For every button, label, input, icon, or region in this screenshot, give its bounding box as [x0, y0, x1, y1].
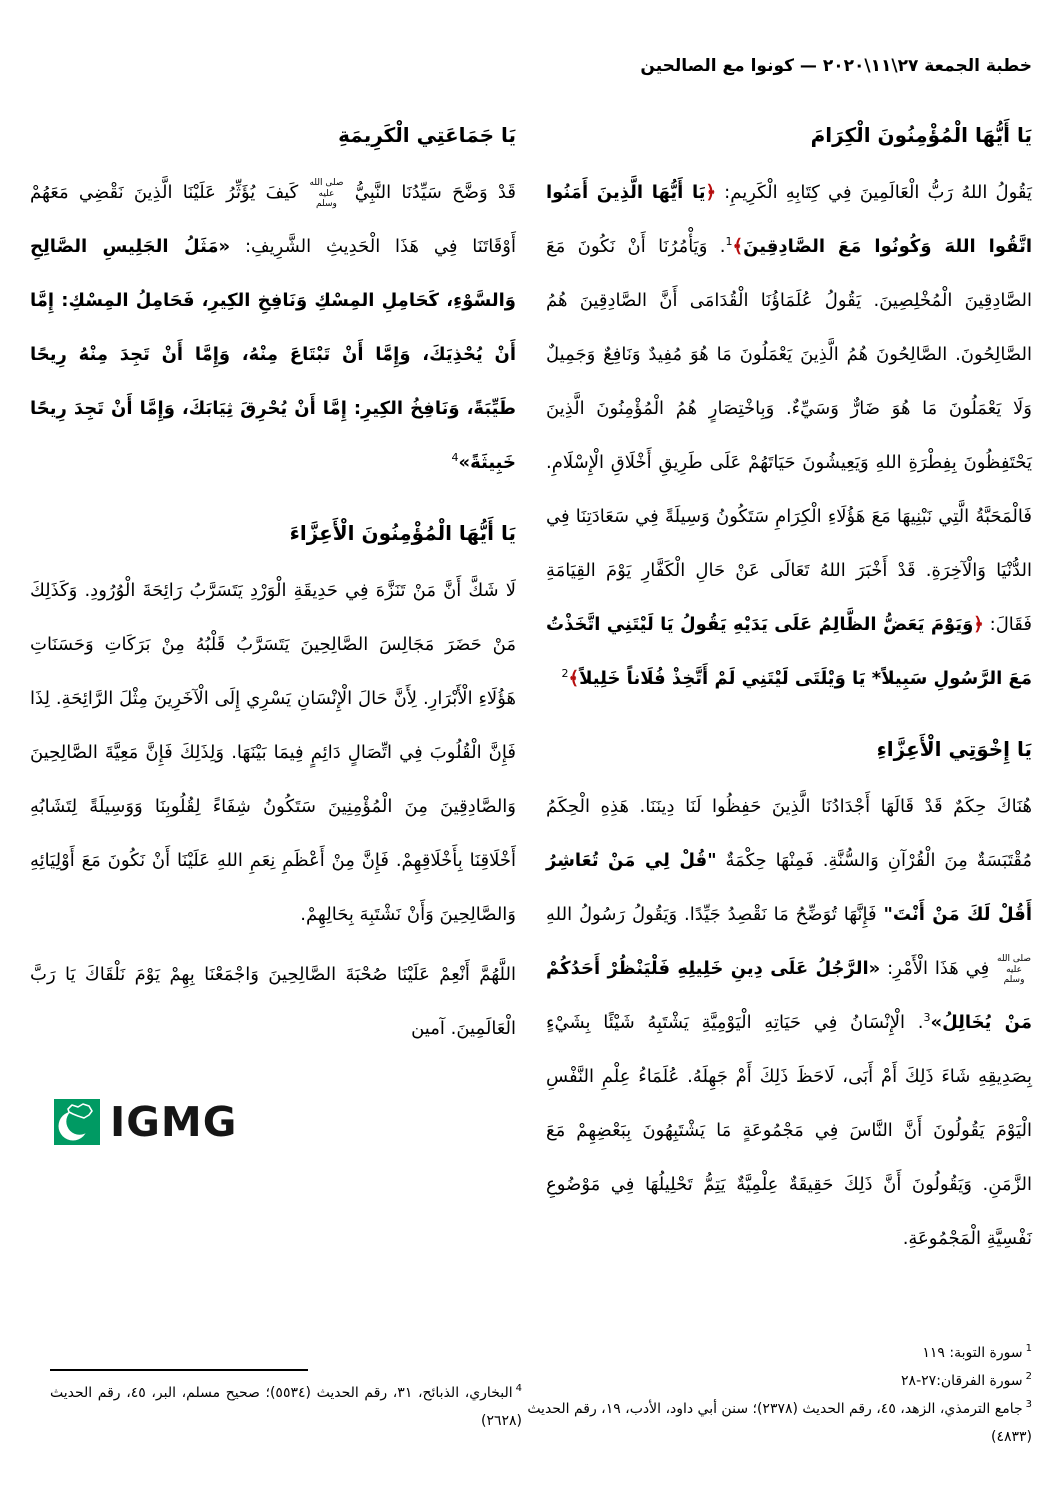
hadith-quote: «مَثَلُ الجَلِيسِ الصَّالِحِ وَالسَّوْءِ، كَحَامِلِ المِسْكِ وَنَافِخِ الكِيرِ، فَحَامِلُ المِسْكِ: إِمَّا أَنْ يُحْذِيَكَ، وَإِمَّا أَنْ تَبْتَاعَ مِنْهُ، وَإِمَّا أَنْ تَجِدَ مِنْهُ رِيحًا طَيِّبَةً، وَنَافِخُ الكِيرِ: إِمَّا أَنْ يُحْرِقَ ثِيَابَكَ، وَإِمَّا أَنْ تَجِدَ رِيحًا خَبِيثَةً»: [30, 236, 516, 473]
footnote-text: سورة الفرقان:٢٧-٢٨: [901, 1373, 1023, 1389]
crescent-europe-map-icon: [54, 1099, 100, 1145]
body-text: . الْإِنْسَانُ فِي حَيَاتِهِ الْيَوْمِيَّةِ يَشْتَبِهُ شَيْئًا بِشَيْءٍ بِصَدِيقِهِ شَاءَ ذَلِكَ أَمْ أَبَى، لَاحَظَ ذَلِكَ أَمْ جَهِلَهُ. عُلَمَاءُ عِلْمِ النَّفْسِ الْيَوْمَ يَقُولُونَ أَنَّ النَّاسَ فِي مَجْمُوعَةٍ مَا يَشْتَبِهُونَ بِبَعْضِهِمْ مَعَ الزَّمَنِ. وَيَقُولُونَ أَنَّ ذَلِكَ حَقِيقَةٌ عِلْمِيَّةٌ يَتِمُّ تَحْلِيلُهَا فِي مَوْضُوعِ نَفْسِيَّةِ الْمَجْمُوعَةِ.: [546, 1012, 1032, 1249]
footnote-separator-rule: [50, 1369, 308, 1371]
text-columns: [30, 118, 1032, 1272]
quran-open-ornament: ﴿: [705, 182, 717, 203]
column-right: [546, 118, 1032, 1272]
quran-verse: وَيَوْمَ يَعَضُّ الظَّالِمُ عَلَى يَدَيْهِ يَقُولُ يَا لَيْتَنِي اتَّخَذْتُ مَعَ الرَّسُولِ سَبِيلاً* يَا وَيْلَتَى لَيْتَنِي لَمْ أَتَّخِذْ فُلَاناً خَلِيلاً: [546, 614, 1032, 689]
footnote-number: 2: [1025, 1371, 1032, 1383]
footnote-ref-1: 1: [725, 235, 733, 248]
footnote: [50, 1379, 522, 1435]
igmg-wordmark: IGMG: [110, 1098, 238, 1146]
footnote-number: 3: [1025, 1399, 1032, 1411]
section-heading-dear-believers: يَا أَيُّهَا الْمُؤْمِنُونَ الْأَعِزَّاءَ: [289, 521, 516, 545]
body-text: فِي هَذَا الْأَمْرِ:: [880, 958, 997, 979]
paragraph-closing-prayer: [30, 948, 516, 1056]
paragraph-quran-sadiqin: [546, 166, 1032, 706]
footnotes-right: [527, 1339, 1032, 1451]
footnote-text: جامع الترمذي، الزهد، ٤٥، رقم الحديث (٢٣٧٨)؛ سنن أبي داود، الأدب، ١٩، رقم الحديث (٤٨٣٣): [527, 1401, 1032, 1445]
document-header: [30, 56, 1032, 76]
footnotes-left: [50, 1369, 522, 1435]
logo-row: [30, 1098, 516, 1149]
footnote-number: 1: [1025, 1343, 1032, 1355]
section-heading-noble-community: يَا جَمَاعَتِي الْكَرِيمَةِ: [338, 123, 516, 147]
footnote-number: 4: [515, 1383, 522, 1395]
footnote: [527, 1367, 1032, 1395]
igmg-logo: [54, 1098, 237, 1146]
footnote-ref-2: 2: [561, 667, 569, 680]
footnote-text: البخاري، الذبائح، ٣١، رقم الحديث (٥٥٣٤)؛ صحيح مسلم، البر، ٤٥، رقم الحديث (٢٦٢٨): [50, 1385, 522, 1429]
quran-open-ornament: ﴿: [973, 614, 984, 635]
salawat-mark: صلى الله عليه وسلم: [309, 178, 344, 209]
body-text: . وَيَأْمُرُنَا أَنْ نَكُونَ مَعَ الصَّادِقِينَ الْمُخْلِصِينَ. يَقُولُ عُلَمَاؤُنَا الْقُدَامَى أَنَّ الصَّادِقِينَ هُمُ الصَّالِحُونَ. الصَّالِحُونَ هُمُ الَّذِينَ يَعْمَلُونَ مَا هُوَ مُفِيدٌ وَنَافِعٌ وَجَمِيلٌ وَلَا يَعْمَلُونَ مَا هُوَ ضَارٌّ وَسَيِّءٌ. وَبِاخْتِصَارٍ هُمُ الْمُؤْمِنُونَ الَّذِينَ يَحْتَفِظُونَ بِفِطْرَةِ اللهِ وَيَعِيشُونَ حَيَاتَهُمْ عَلَى طَرِيقِ أَخْلَاقِ الْإِسْلَامِ. فَالْمَحَبَّةُ الَّتِي نَبْنِيهَا مَعَ هَؤُلَاءِ الْكِرَامِ سَتَكُونُ وَسِيلَةً فِي سَعَادَتِنَا فِي الدُّنْيَا وَالْآخِرَةِ. قَدْ أَخْبَرَ اللهُ تَعَالَى عَنْ حَالِ الْكَفَّارِ يَوْمَ القِيَامَةِ فَقَالَ:: [546, 236, 1032, 635]
quran-verse: يَا أَيُّهَا الَّذِينَ أَمَنُوا اتَّقُوا اللهَ وَكُونُوا مَعَ الصَّادِقِينَ: [546, 182, 1032, 257]
body-text: قَدْ وَضَّحَ سَيِّدُنَا النَّبِيُّ: [344, 182, 516, 203]
hadith-quote: «الرَّجُلُ عَلَى دِينِ خَلِيلِهِ فَلْيَنْظُرْ أَحَدُكُمْ مَنْ يُخَالِلُ»: [546, 958, 1032, 1033]
body-text: يَقُولُ اللهُ رَبُّ الْعَالَمِينَ فِي كِتَابِهِ الْكَرِيمِ:: [716, 182, 1032, 203]
footnote-ref-3: 3: [923, 1011, 931, 1024]
paragraph-musk-hadith: [30, 166, 516, 490]
section-heading-dear-brothers: يَا إِخْوَتِي الْأَعِزَّاءِ: [876, 737, 1032, 761]
quran-close-ornament: ﴾: [568, 668, 580, 689]
body-text: لَا شَكَّ أَنَّ مَنْ تَنَزَّهَ فِي حَدِيقَةِ الْوَرْدِ يَتَسَرَّبُ رَائِحَةَ الْوُرُودِ. وَكَذَلِكَ مَنْ حَضَرَ مَجَالِسَ الصَّالِحِينَ يَتَسَرَّبُ قَلْبُهُ مِنْ بَرَكَاتِ وَحَسَنَاتِ هَؤُلَاءِ الْأَبْرَارِ. لِأَنَّ حَالَ الْإِنْسَانِ يَسْرِي إِلَى الْآخَرِينَ مِثْلَ الرَّائِحَةِ. لِذَا فَإِنَّ الْقُلُوبَ فِي اتِّصَالٍ دَائِمٍ فِيمَا بَيْنَهَا. وَلِذَلِكَ فَإِنَّ مَعِيَّةَ الصَّالِحِينَ وَالصَّادِقِينَ مِنَ الْمُؤْمِنِينَ سَتَكُونُ شِفَاءً لِقُلُوبِنَا وَوَسِيلَةً لِتَشَابُهِ أَخْلَاقِنَا بِأَخْلَاقِهِمْ. فَإِنَّ مِنْ أَعْظَمِ نِعَمِ اللهِ عَلَيْنَا أَنْ نَكُونَ مَعَ أَوْلِيَائِهِ وَالصَّالِحِينَ وَأَنْ نَشْتَبِهَ بِحَالِهِمْ.: [30, 580, 516, 925]
prayer-text: اللَّهُمَّ أَنْعِمْ عَلَيْنَا صُحْبَةَ الصَّالِحِينَ وَاجْمَعْنَا بِهِمْ يَوْمَ نَلْقَاكَ يَا رَبَّ الْعَالَمِينَ. آمين: [30, 964, 516, 1039]
proverb-quote: "قُلْ لِي مَنْ تُعَاشِرُ أَقُلْ لَكَ مَنْ أَنْتَ": [546, 850, 1033, 925]
body-text: كَيفَ يُؤَثِّرُ عَلَيْنَا الَّذِينَ نَقْضِي مَعَهُمْ أَوْقَاتَنَا فِي هَذَا الْحَدِيثِ الشَّرِيفِ:: [30, 182, 516, 257]
quran-close-ornament: ﴾: [732, 236, 744, 257]
body-text: هُنَاكَ حِكَمٌ قَدْ قَالَهَا أَجْدَادُنَا الَّذِينَ حَفِظُوا لَنَا دِينَنَا. هَذِهِ الْحِكَمُ مُقْتَبَسَةٌ مِنَ الْقُرْآنِ وَالسُّنَّةِ. فَمِنْهَا حِكْمَةٌ: [546, 796, 1033, 871]
footnote: [527, 1339, 1032, 1367]
paragraph-wisdom-hadith: [546, 780, 1032, 1266]
column-left: [30, 118, 516, 1272]
body-text: فَإِنَّهَا تُوَضِّحُ مَا نَقْصِدُ جَيِّدًا. وَيَقُولُ رَسُولُ اللهِ: [546, 904, 884, 925]
section-heading-believers-honored: يَا أَيُّهَا الْمُؤْمِنُونَ الْكِرَامَ: [810, 123, 1032, 147]
footnote-text: سورة التوبة: ١١٩: [922, 1345, 1023, 1361]
footnote: [527, 1395, 1032, 1451]
salawat-mark: صلى الله عليه وسلم: [997, 954, 1032, 985]
paragraph-rose-garden: [30, 564, 516, 942]
footnote-ref-4: 4: [451, 451, 459, 464]
document-title: خطبة الجمعة ٢٧\١١\٢٠٢٠ — كونوا مع الصالحين: [640, 56, 1032, 76]
